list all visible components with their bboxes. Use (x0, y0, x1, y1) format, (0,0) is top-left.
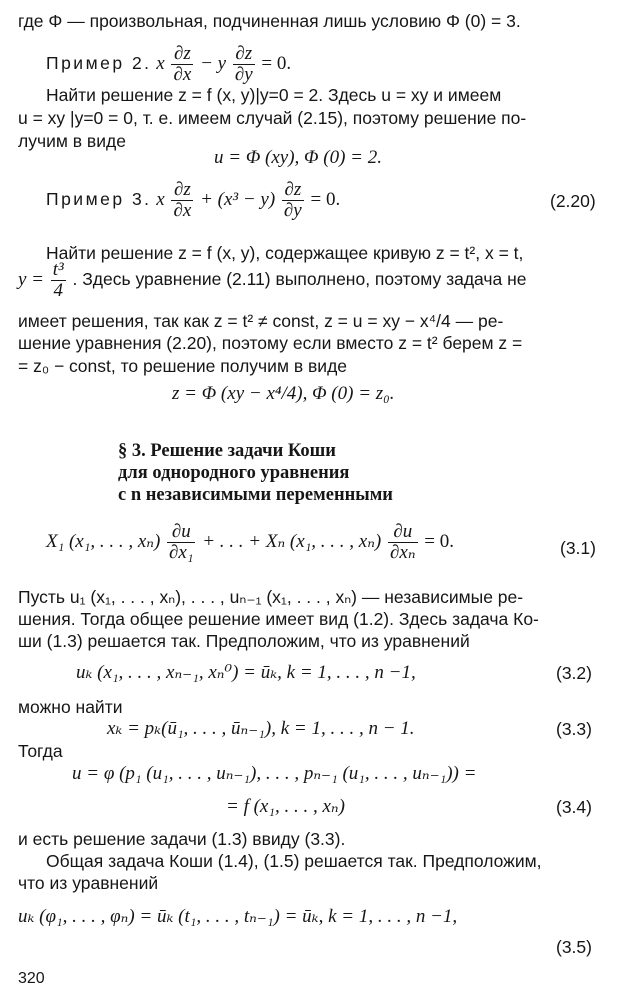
denominator: ∂x₁ (169, 542, 194, 563)
eq-part: + (x³ − y) (200, 188, 276, 210)
text-run: . Здесь уравнение (2.11) выполнено, поэтому задача не (72, 268, 527, 289)
example-3-equation (46, 180, 340, 221)
eq-part: X₁ (x₁, . . . , xₙ) (46, 530, 161, 552)
numerator: ∂u (167, 522, 195, 543)
equation-3-3: xₖ = pₖ(ū₁, . . . , ūₙ₋₁), k = 1, . . . , n − 1. (107, 718, 415, 739)
eq-part: = 0. (261, 52, 292, 74)
equation-3-2: uₖ (x₁, . . . , xₙ₋₁, xₙ⁰) = ūₖ, k = 1, . . . , n −1, (76, 662, 416, 683)
text-line: Пусть u₁ (x₁, . . . , xₙ), . . . , uₙ₋₁ (x₁, . . . , xₙ) — независимые ре- (18, 587, 524, 607)
text-line: ши (1.3) решается так. Предположим, что из уравнений (18, 631, 470, 651)
text-line: имеет решения, так как z = t² ≠ const, z = u = xy − x⁴/4 — ре- (18, 311, 504, 331)
denominator: ∂x (173, 64, 192, 85)
denominator: ∂y (283, 200, 302, 221)
text-line: шения. Тогда общее решение имеет вид (1.2). Здесь задача Ко- (18, 609, 539, 629)
page-number: 320 (18, 970, 45, 987)
equation-number: (2.20) (550, 191, 596, 211)
numerator: ∂u (388, 522, 418, 543)
text-line (18, 260, 527, 301)
equation-number: (3.2) (556, 663, 592, 683)
numerator: ∂z (282, 180, 304, 201)
example-2-equation (46, 44, 291, 85)
equation: z = Φ (xy − x⁴/4), Φ (0) = z₀. (172, 383, 395, 404)
text-line: = z₀ − const, то решение получим в виде (18, 356, 348, 376)
eq-part: − y (200, 52, 227, 74)
fraction (388, 522, 418, 563)
eq-part: y = (18, 268, 45, 290)
equation-number: (3.5) (556, 937, 592, 957)
numerator: ∂z (171, 180, 193, 201)
denominator: 4 (53, 280, 63, 301)
equation-number: (3.1) (560, 538, 596, 558)
text-line: лучим в виде (18, 131, 126, 151)
equation-number: (3.4) (556, 797, 592, 817)
numerator: ∂z (171, 44, 193, 65)
numerator: t³ (52, 259, 64, 280)
fraction (51, 260, 66, 301)
denominator: ∂y (234, 64, 253, 85)
fraction (282, 180, 304, 221)
fraction (171, 44, 193, 85)
eq-part: = 0. (310, 188, 341, 210)
eq-part: x (156, 52, 165, 74)
equation-number: (3.3) (556, 719, 592, 739)
equation: u = Φ (xy), Φ (0) = 2. (214, 147, 382, 168)
fraction (233, 44, 255, 85)
eq-part: x (156, 188, 165, 210)
example-label: Пример 3. (46, 188, 152, 209)
text-line: Найти решение z = f (x, y)|y=0 = 2. Здесь u = xy и имеем (46, 85, 502, 105)
text-line: Найти решение z = f (x, y), содержащее кривую z = t², x = t, (46, 243, 524, 263)
section-heading-line-1: § 3. Решение задачи Коши (118, 441, 336, 461)
eq-part: = 0. (424, 530, 455, 552)
text-line: можно найти (18, 697, 123, 717)
denominator: ∂x (173, 200, 192, 221)
equation-3-4-line-1: u = φ (p₁ (u₁, . . . , uₙ₋₁), . . . , pₙ₋₁ (u₁, . . . , uₙ₋₁)) = (72, 763, 477, 784)
text-line: и есть решение задачи (1.3) ввиду (3.3). (18, 829, 346, 849)
section-heading-line-3: с n независимыми переменными (118, 485, 393, 505)
equation-3-4-line-2: = f (x₁, . . . , xₙ) (226, 796, 345, 817)
text-line: что из уравнений (18, 873, 159, 893)
fraction (167, 522, 195, 563)
text-line: Тогда (18, 741, 63, 761)
numerator: ∂z (233, 44, 255, 65)
eq-part: + . . . + Xₙ (x₁, . . . , xₙ) (202, 530, 382, 552)
text-line: Общая задача Коши (1.4), (1.5) решается так. Предположим, (46, 851, 542, 871)
denominator: ∂xₙ (390, 542, 416, 563)
equation-3-1 (46, 522, 454, 563)
section-heading-line-2: для однородного уравнения (118, 463, 350, 483)
fraction (171, 180, 193, 221)
equation-3-5: uₖ (φ₁, . . . , φₙ) = ūₖ (t₁, . . . , tₙ₋₁) = ūₖ, k = 1, . . . , n −1, (18, 906, 458, 927)
example-label: Пример 2. (46, 52, 152, 73)
text-line: u = xy |y=0 = 0, т. е. имеем случай (2.15), поэтому решение по- (18, 108, 527, 128)
text-line: шение уравнения (2.20), поэтому если вместо z = t² берем z = (18, 333, 523, 353)
text-line: где Φ — произвольная, подчиненная лишь условию Φ (0) = 3. (18, 11, 521, 31)
